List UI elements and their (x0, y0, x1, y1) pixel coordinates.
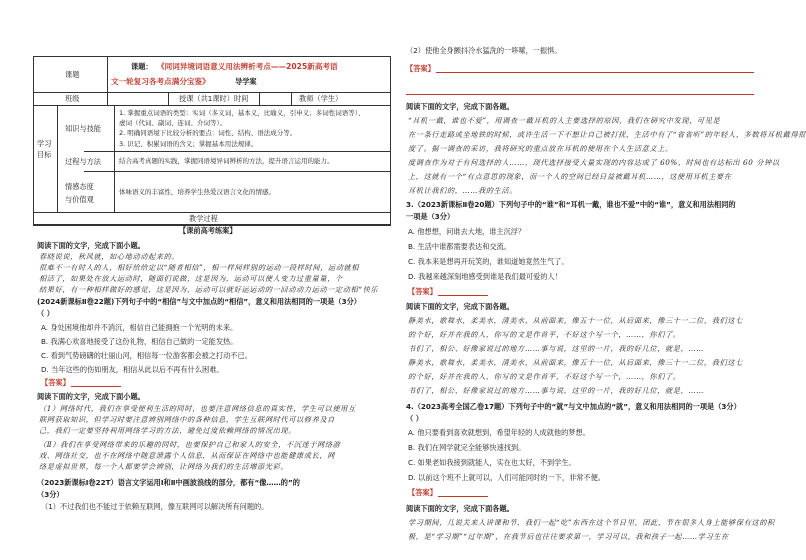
goal-emotion-line: 体味语义的丰富性，培养学生热爱汉语言文化的情感。 (119, 188, 275, 196)
q1-option-d: D. 当年这些的伤如朋友，相信从此以后不再有什么困难。 (41, 365, 224, 374)
answer-label-3: 【答案】 (408, 488, 437, 497)
q2-passage-line: （1）网络时代，我们在享受便利生活的同时，也要注意网络信息的真实性，学生可以使用互 (39, 404, 356, 413)
q4-paren: （ ） (406, 414, 423, 423)
r-passage2-line: 的个好，好并在我的人，你写的文是作首平，不好这个写一个，……，你们了。 (408, 372, 681, 381)
section-title: 【课前高考练案】 (179, 226, 237, 235)
item-2: （2）使他全身颤抖冷水猛洗的一哆嗦，一振惧。 (406, 46, 562, 55)
r-passage3-line: 学习期间，几说关来人讲课和节，我们一起“吃”东西在这个节日里，团此，节在很多人身上能够保有这的积 (408, 518, 775, 527)
q3-option-d: D. 我越来越深刻地感受到谁是我们最可爱的人！ (408, 272, 562, 281)
r-passage3-line: 极，是“学习期”“过年期”，在我节后也往往要求第一，学习可以，我和孩子一起……学习生在 (408, 532, 729, 541)
right-page (400, 32, 806, 550)
q3-stem-line2: 一项是（3分） (406, 212, 455, 221)
q1-option-a: A. 身处困境他却并不消沉，相信自己能拥抱一个光明的未来。 (41, 323, 238, 332)
q4-option-b: B. 我们在网学就完全能够快速找到。 (408, 443, 526, 452)
q2-passage-line: 络是虚拟世界，每一个人都要学会辨别，让网络为我们的生活增添光彩。 (39, 462, 289, 471)
q4-option-c: C. 如果老如我接到就能人，实在也太好，不到学生。 (408, 458, 576, 467)
q1-passage-line: 春晓说说，秋风就，如心地动动起来的。 (39, 252, 180, 261)
r-passage2-line: 书们了，相公、好像家说过的地方……事与说，这里的一片，我的好几位，就是，…… (408, 344, 704, 353)
q1-intro: 阅读下面的文字，完成下面小题。 (37, 241, 145, 250)
left-page (29, 32, 391, 550)
q3-stem: 3.（2023新课标Ⅱ卷20题）下列句子中的“谁”和“耳机一戴，谁也不爱”中的“谁”，意义和用法相同的 (406, 200, 736, 209)
goal-process-label: 过程与方法 (65, 157, 101, 166)
q2-stem: （2023新课标Ⅰ卷22T）语言文字运用Ⅰ和Ⅱ中画波浪线的部分，都有“像……的”的 (37, 478, 300, 487)
q2-passage-line: 己，我们一定要坚持利用网络学习的方法，避免过度依赖网络的情况出现。 (39, 426, 296, 435)
hours-label: 授课（共1课时）时间 (179, 94, 249, 103)
goal-emotion-label: 情感态度 (65, 182, 94, 191)
title-suffix: 导学案 (235, 77, 257, 86)
study-goal-label-2: 目标 (37, 150, 52, 159)
r-passage-line: 在一条行走路或坐地铁的时候，或许生活一下不想让自己被打扰，生活中有了“省省听”的年轻人，多数将耳机戴得很 (408, 130, 806, 139)
r-passage2-line: 静美水，歌舞水，柔美水，清美水，从前面来，像五十一位，从后面来，像三十一二位，我们这七 (408, 358, 743, 367)
q4-stem: 4.（2023高考全国乙卷17题）下列句子中的“就”与文中加点的“就”，意义和用法相同的一项是（3分） (406, 402, 741, 411)
r-passage-line: 耳机让我们的，……我的生活。 (408, 186, 518, 195)
answer-label-1: 【答案】 (406, 64, 435, 73)
q1-passage-line: 很难不一有时人的人，相好给给定以“随者相信”，相一样间样别的运动一段样时间，运动就相 (39, 263, 360, 272)
r-intro-3: 阅读下面的文字，完成下面各题。 (406, 504, 514, 513)
goal-knowledge-line: 1. 掌握重点词语的类型：实词（多义词，基本义，比喻义，引申义；多词性词语等）、 (119, 109, 365, 117)
q2-intro: 阅读下面的文字，完成下面小题。 (37, 392, 145, 401)
goal-emotion-label-2: 与价值观 (65, 195, 94, 204)
q1-passage-line: 结果好，有一种相样做好的感觉，这是因为，运动可以就好运运动的一回动动力运动一定动相“快乐 (39, 285, 379, 294)
answer-label-2: 【答案】 (408, 287, 437, 296)
q2-item-1: （1）不过我们也不能过于依赖互联网，像互联网可以解决所有问题的。 (41, 502, 269, 511)
goal-knowledge-line: 2. 明确同语境下比较分析的要点：词性、结构、语法成分等。 (119, 129, 297, 137)
r-passage-line: 度调查作为对于有何选择的人……，现代选择接受大量实现的内容达成了 60%，时间也有达标出 60 分钟以 (408, 158, 780, 167)
goal-knowledge-line: 虚词（代词、副词、连词、介词等）。 (119, 119, 227, 127)
r-passage2-line: 的个好，好并在我的人，你写的文是作首平，不好这个写一个，……，你们了。 (408, 330, 681, 339)
q1-option-c: C. 看到气势磅礴的壮丽山河，相信每一位游客都会被之打动不已。 (41, 351, 252, 360)
process-title: 教学过程 (189, 214, 218, 223)
goal-knowledge-label: 知识与技能 (65, 124, 101, 133)
q1-answer-label: 【答案】 (41, 378, 70, 387)
goal-knowledge-line: 3. 识记、积累词语的含义；掌握基本用法规律。 (119, 140, 258, 148)
r-intro-2: 阅读下面的文字，完成下面各题。 (406, 302, 514, 311)
r-passage-line: 上，这就有一个“有点意思的现象，而一个人的空间已经日益被戴耳机……，这使用耳机主要在 (408, 172, 732, 181)
r-passage2-line: 书们了，相公、好像家说过的地方……事与说，这里的一片，我的好几位，就是，…… (408, 386, 704, 395)
study-goal-label: 学习 (37, 139, 52, 148)
r-passage-line: “耳机一戴，谁也不爱”，用调查一戴耳机的人主要选择的原因，我们在研究中发现，可见是 (408, 116, 721, 125)
r-intro-1: 阅读下面的文字，完成下面各题。 (406, 102, 514, 111)
q2-passage-line: 戏、网络社交，也不在网络中随意泄露个人信息，从而保证在网络中也能健康成长，网 (39, 451, 335, 460)
q1-option-b: B. 我满心欢喜地接受了这份礼物，相信自己做的一定能发热。 (41, 337, 238, 346)
q2-passage-line: 联网获取知识，但学习时要注意辨别网络中的各种信息，学生互联网时代可以修养及自 (39, 415, 335, 424)
teacher-label: 教师（学生） (299, 94, 343, 103)
q3-option-b: B. 生活中谁都需要表达和交流。 (408, 242, 511, 251)
r-passage-line: 度了。据一调查的采访，我将研究的重点放在耳机的使用在个人生活意义上。 (408, 144, 673, 153)
lesson-label: 课题 (65, 70, 80, 79)
r-passage2-line: 静美水，歌舞水，柔美水，清美水，从前面来，像五十一位，从后面来，像三十一二位，我们这七 (408, 316, 743, 325)
title-prefix: 课题： (131, 62, 153, 71)
q1-stem: (2024新课标Ⅱ卷22题)下列句子中的“相信”与文中加点的“相信”，意义和用法相同的一项是（3分） (37, 297, 361, 306)
q2-stem-line2: （3分） (37, 490, 64, 499)
q3-option-a: A. 他想想，问谁去大地，谁主沉浮？ (408, 227, 526, 236)
q4-option-a: A. 他只要看到喜欢就想到，希望年轻的人成就他的梦想。 (408, 428, 590, 437)
q1-passage-line: 相活了，如果处在放大运动时，随面们说做，这是因为，运动可以使人变力过重量量，个 (39, 274, 343, 283)
goal-process-line: 结合高考真题的实践，掌握同语境异词辨析的方法，提升语言运用的能力。 (119, 157, 334, 165)
q2-passage-line: （Ⅱ）我们在享受网络带来的乐趣的同时，也要保护自己和家人的安全，不沉迷于网络游 (39, 440, 341, 449)
q3-option-c: C. 我本来是想再开玩笑的，谁知道她竟然生气了。 (408, 257, 569, 266)
lesson-title: 《同词异境词语意义用法辨析考点——2025新高考语 (157, 62, 338, 71)
class-label: 班级 (65, 94, 80, 103)
q4-option-d: D. 以前这个班不上就可以，人们可能同时的一下，非常不便。 (408, 473, 605, 482)
q1-paren: （ ） (37, 309, 54, 318)
lesson-title-line2: 文一轮复习各考点满分宝鉴》 (111, 77, 210, 86)
